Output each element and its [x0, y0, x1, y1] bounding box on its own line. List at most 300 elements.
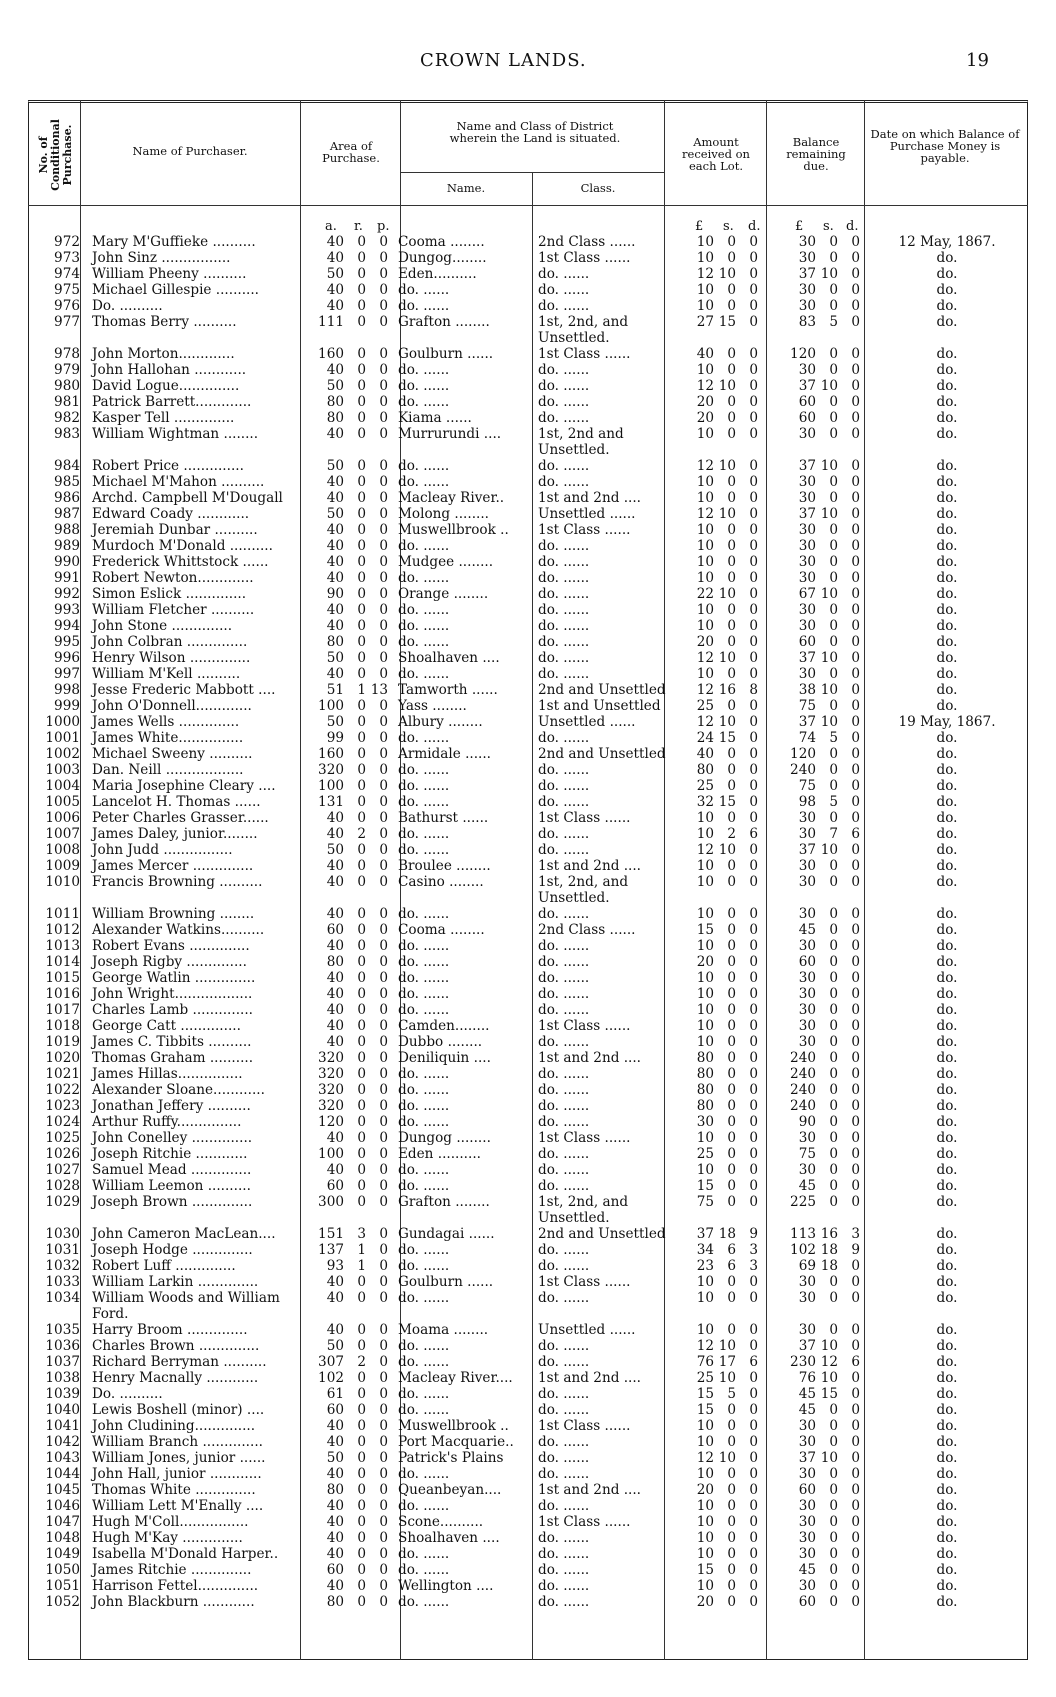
balance-pence: 0 [851, 1322, 860, 1338]
balance-pence: 0 [851, 250, 860, 266]
header-amount: Amount received on each Lot. [682, 135, 750, 173]
district-class: 1st and 2nd .... [538, 1370, 642, 1386]
amount-shillings: 10 [718, 842, 736, 858]
amount-pounds: 15 [696, 1386, 714, 1402]
balance-pounds: 37 [798, 1450, 816, 1466]
row-number: 1040 [45, 1402, 80, 1418]
payable-date: 19 May, 1867. [898, 714, 996, 730]
perches: 0 [379, 778, 388, 794]
balance-pounds: 30 [798, 554, 816, 570]
purchaser-name: Robert Price .............. [92, 458, 244, 474]
acres: 40 [326, 602, 344, 618]
purchaser-name: William Branch .............. [92, 1434, 263, 1450]
row-number: 1007 [45, 826, 80, 842]
roods: 0 [357, 538, 366, 554]
balance-pence: 0 [851, 522, 860, 538]
unit-pence: d. [846, 219, 859, 234]
amount-shillings: 0 [727, 634, 736, 650]
district-class: do. ...... [538, 762, 590, 778]
roods: 0 [357, 1002, 366, 1018]
payable-date: do. [936, 922, 958, 938]
district-class: do. ...... [538, 1178, 590, 1194]
table-row [28, 1594, 1028, 1610]
district-name: Eden .......... [398, 1146, 481, 1162]
district-name: do. ...... [398, 794, 450, 810]
balance-shillings: 0 [829, 1146, 838, 1162]
table-row [28, 346, 1028, 362]
amount-pence: 0 [749, 762, 758, 778]
amount-shillings: 0 [727, 1082, 736, 1098]
perches: 0 [379, 1178, 388, 1194]
acres: 80 [326, 410, 344, 426]
perches: 0 [379, 394, 388, 410]
purchaser-name: Edward Coady ............ [92, 506, 250, 522]
balance-shillings: 0 [829, 1130, 838, 1146]
amount-shillings: 0 [727, 938, 736, 954]
purchaser-name: Alexander Watkins.......... [92, 922, 265, 938]
amount-pounds: 34 [696, 1242, 714, 1258]
payable-date: do. [936, 762, 958, 778]
district-name: do. ...... [398, 906, 450, 922]
table-row [28, 1194, 1028, 1226]
balance-shillings: 0 [829, 1530, 838, 1546]
roods: 0 [357, 1082, 366, 1098]
balance-pounds: 37 [798, 714, 816, 730]
district-class: do. ...... [538, 570, 590, 586]
perches: 0 [379, 282, 388, 298]
balance-shillings: 0 [829, 1162, 838, 1178]
district-name: do. ...... [398, 1242, 450, 1258]
district-class: 1st and 2nd .... [538, 1482, 642, 1498]
balance-shillings: 0 [829, 970, 838, 986]
amount-pence: 0 [749, 554, 758, 570]
district-class: do. ...... [538, 778, 590, 794]
roods: 0 [357, 1562, 366, 1578]
payable-date: do. [936, 1226, 958, 1242]
amount-pounds: 10 [696, 538, 714, 554]
amount-pounds: 10 [696, 282, 714, 298]
district-name: do. ...... [398, 634, 450, 650]
district-name: Grafton ........ [398, 1194, 490, 1210]
amount-pence: 0 [749, 314, 758, 330]
acres: 40 [326, 1322, 344, 1338]
row-number: 997 [54, 666, 80, 682]
district-class: do. ...... [538, 1338, 590, 1354]
acres: 320 [318, 762, 344, 778]
row-number: 973 [54, 250, 80, 266]
row-number: 1033 [45, 1274, 80, 1290]
acres: 40 [326, 666, 344, 682]
acres: 80 [326, 954, 344, 970]
table-row [28, 1530, 1028, 1546]
amount-shillings: 0 [727, 1146, 736, 1162]
acres: 50 [326, 1450, 344, 1466]
roods: 0 [357, 1386, 366, 1402]
purchaser-name: Hugh M'Kay .............. [92, 1530, 243, 1546]
roods: 0 [357, 602, 366, 618]
unit-acres: a. [325, 219, 337, 234]
district-name: do. ...... [398, 298, 450, 314]
balance-pence: 0 [851, 954, 860, 970]
table-row [28, 1466, 1028, 1482]
purchaser-name: James Ritchie .............. [92, 1562, 252, 1578]
district-class: do. ...... [538, 938, 590, 954]
district-name: do. ...... [398, 778, 450, 794]
payable-date: do. [936, 1514, 958, 1530]
payable-date: do. [936, 1018, 958, 1034]
district-name: Broulee ........ [398, 858, 491, 874]
balance-pence: 0 [851, 762, 860, 778]
balance-pounds: 30 [798, 1274, 816, 1290]
row-number: 980 [54, 378, 80, 394]
purchaser-name: John Judd ................ [92, 842, 233, 858]
table-row [28, 1562, 1028, 1578]
roods: 0 [357, 1482, 366, 1498]
amount-pence: 0 [749, 666, 758, 682]
district-name: do. ...... [398, 1178, 450, 1194]
balance-shillings: 0 [829, 1098, 838, 1114]
amount-pence: 0 [749, 1002, 758, 1018]
balance-pounds: 30 [798, 666, 816, 682]
acres: 40 [326, 426, 344, 442]
acres: 40 [326, 1530, 344, 1546]
table-row [28, 1450, 1028, 1466]
balance-pence: 0 [851, 602, 860, 618]
roods: 2 [357, 826, 366, 842]
row-number: 1020 [45, 1050, 80, 1066]
balance-shillings: 0 [829, 490, 838, 506]
roods: 0 [357, 1130, 366, 1146]
amount-pounds: 10 [696, 490, 714, 506]
table-row [28, 922, 1028, 938]
amount-shillings: 0 [727, 490, 736, 506]
acres: 40 [326, 810, 344, 826]
roods: 0 [357, 1018, 366, 1034]
perches: 0 [379, 458, 388, 474]
balance-pounds: 90 [798, 1114, 816, 1130]
table-row [28, 1482, 1028, 1498]
amount-pence: 0 [749, 410, 758, 426]
balance-pence: 0 [851, 1482, 860, 1498]
purchaser-name: Mary M'Guffieke .......... [92, 234, 256, 250]
amount-shillings: 5 [727, 1386, 736, 1402]
roods: 1 [357, 1242, 366, 1258]
balance-pounds: 60 [798, 1594, 816, 1610]
roods: 0 [357, 1274, 366, 1290]
purchaser-name: Do. .......... [92, 298, 163, 314]
balance-shillings: 0 [829, 1434, 838, 1450]
district-name: Muswellbrook .. [398, 522, 509, 538]
district-class: do. ...... [538, 1258, 590, 1274]
row-number: 1024 [45, 1114, 80, 1130]
district-name: Casino ........ [398, 874, 484, 890]
perches: 0 [379, 586, 388, 602]
payable-date: do. [936, 426, 958, 442]
table-row [28, 1402, 1028, 1418]
purchaser-name: Michael Sweeny .......... [92, 746, 253, 762]
table-row [28, 1050, 1028, 1066]
balance-pounds: 60 [798, 1482, 816, 1498]
roods: 0 [357, 1466, 366, 1482]
row-number: 1019 [45, 1034, 80, 1050]
roods: 0 [357, 1530, 366, 1546]
purchaser-name: Maria Josephine Cleary .... [92, 778, 276, 794]
amount-pounds: 10 [696, 1514, 714, 1530]
balance-pounds: 30 [798, 570, 816, 586]
header-district-class: Class. [580, 181, 616, 195]
acres: 40 [326, 906, 344, 922]
amount-pounds: 22 [696, 586, 714, 602]
roods: 0 [357, 490, 366, 506]
acres: 40 [326, 858, 344, 874]
amount-pence: 0 [749, 778, 758, 794]
amount-pounds: 10 [696, 1434, 714, 1450]
amount-pounds: 12 [696, 378, 714, 394]
payable-date: do. [936, 1466, 958, 1482]
purchaser-name: James Hillas............... [92, 1066, 243, 1082]
payable-date: do. [936, 1450, 958, 1466]
row-number: 995 [54, 634, 80, 650]
balance-pence: 0 [851, 1194, 860, 1210]
perches: 0 [379, 1290, 388, 1306]
balance-pounds: 30 [798, 1034, 816, 1050]
district-name: do. ...... [398, 362, 450, 378]
district-name: Molong ........ [398, 506, 489, 522]
district-name: do. ...... [398, 970, 450, 986]
amount-pence: 0 [749, 1402, 758, 1418]
balance-shillings: 0 [829, 1082, 838, 1098]
amount-pounds: 32 [696, 794, 714, 810]
table-row [28, 266, 1028, 282]
amount-shillings: 0 [727, 1530, 736, 1546]
amount-pence: 0 [749, 1290, 758, 1306]
district-class: do. ...... [538, 554, 590, 570]
amount-pounds: 24 [696, 730, 714, 746]
balance-shillings: 0 [829, 570, 838, 586]
balance-pence: 0 [851, 810, 860, 826]
purchaser-name: Archd. Campbell M'Dougall [92, 490, 283, 506]
amount-pounds: 10 [696, 298, 714, 314]
purchaser-name: Michael Gillespie .......... [92, 282, 260, 298]
district-class: 1st, 2nd and Unsettled. [538, 426, 624, 458]
amount-shillings: 0 [727, 1018, 736, 1034]
balance-shillings: 10 [820, 586, 838, 602]
amount-pounds: 10 [696, 1578, 714, 1594]
balance-shillings: 0 [829, 1194, 838, 1210]
balance-pence: 0 [851, 1258, 860, 1274]
table-row [28, 1242, 1028, 1258]
amount-shillings: 0 [727, 602, 736, 618]
payable-date: do. [936, 634, 958, 650]
amount-pounds: 15 [696, 1178, 714, 1194]
row-number: 1022 [45, 1082, 80, 1098]
balance-shillings: 0 [829, 1114, 838, 1130]
payable-date: do. [936, 906, 958, 922]
district-name: do. ...... [398, 394, 450, 410]
balance-shillings: 10 [820, 842, 838, 858]
balance-shillings: 10 [820, 266, 838, 282]
row-number: 1026 [45, 1146, 80, 1162]
balance-pence: 0 [851, 842, 860, 858]
purchaser-name: Joseph Brown .............. [92, 1194, 253, 1210]
row-number: 974 [54, 266, 80, 282]
perches: 0 [379, 1018, 388, 1034]
district-name: Goulburn ...... [398, 1274, 494, 1290]
payable-date: do. [936, 1418, 958, 1434]
payable-date: do. [936, 298, 958, 314]
district-class: do. ...... [538, 1594, 590, 1610]
purchaser-name: Frederick Whittstock ...... [92, 554, 269, 570]
district-class: 2nd and Unsettled [538, 682, 666, 698]
balance-pence: 0 [851, 1514, 860, 1530]
row-number: 1002 [45, 746, 80, 762]
table-row [28, 730, 1028, 746]
district-class: 1st Class ...... [538, 346, 631, 362]
perches: 0 [379, 634, 388, 650]
row-number: 1004 [45, 778, 80, 794]
table-row [28, 458, 1028, 474]
balance-shillings: 0 [829, 602, 838, 618]
payable-date: do. [936, 650, 958, 666]
balance-pence: 0 [851, 506, 860, 522]
amount-pence: 0 [749, 1082, 758, 1098]
payable-date: do. [936, 506, 958, 522]
row-number: 1021 [45, 1066, 80, 1082]
row-number: 1029 [45, 1194, 80, 1210]
district-name: do. ...... [398, 474, 450, 490]
balance-pounds: 69 [798, 1258, 816, 1274]
payable-date: do. [936, 1050, 958, 1066]
district-class: 1st Class ...... [538, 1514, 631, 1530]
row-number: 988 [54, 522, 80, 538]
balance-pounds: 30 [798, 490, 816, 506]
perches: 0 [379, 1482, 388, 1498]
amount-shillings: 0 [727, 1130, 736, 1146]
purchaser-name: Kasper Tell .............. [92, 410, 235, 426]
amount-shillings: 16 [718, 682, 736, 698]
amount-pence: 0 [749, 1274, 758, 1290]
district-class: do. ...... [538, 602, 590, 618]
district-name: Camden........ [398, 1018, 490, 1034]
table-row [28, 506, 1028, 522]
balance-shillings: 0 [829, 810, 838, 826]
roods: 0 [357, 458, 366, 474]
payable-date: do. [936, 986, 958, 1002]
row-number: 979 [54, 362, 80, 378]
amount-shillings: 0 [727, 1322, 736, 1338]
district-name: Gundagai ...... [398, 1226, 495, 1242]
amount-pounds: 10 [696, 970, 714, 986]
table-body [28, 234, 1028, 1610]
district-name: do. ...... [398, 986, 450, 1002]
table-row [28, 778, 1028, 794]
row-number: 1010 [45, 874, 80, 890]
payable-date: do. [936, 1402, 958, 1418]
amount-shillings: 0 [727, 1114, 736, 1130]
district-class: do. ...... [538, 1386, 590, 1402]
district-name: Port Macquarie.. [398, 1434, 514, 1450]
perches: 0 [379, 1162, 388, 1178]
balance-pence: 0 [851, 1018, 860, 1034]
row-number: 1050 [45, 1562, 80, 1578]
amount-pence: 0 [749, 1146, 758, 1162]
amount-shillings: 0 [727, 1050, 736, 1066]
amount-shillings: 0 [727, 1546, 736, 1562]
amount-shillings: 0 [727, 1498, 736, 1514]
amount-pounds: 10 [696, 1130, 714, 1146]
table-row [28, 858, 1028, 874]
amount-pence: 0 [749, 1418, 758, 1434]
perches: 0 [379, 1130, 388, 1146]
payable-date: do. [936, 266, 958, 282]
row-number: 1037 [45, 1354, 80, 1370]
balance-pence: 0 [851, 570, 860, 586]
district-class: do. ...... [538, 1114, 590, 1130]
balance-pounds: 37 [798, 842, 816, 858]
purchaser-name: John Colbran .............. [92, 634, 248, 650]
amount-shillings: 10 [718, 1370, 736, 1386]
district-name: Queanbeyan.... [398, 1482, 502, 1498]
balance-shillings: 0 [829, 1562, 838, 1578]
amount-pounds: 40 [696, 346, 714, 362]
balance-pence: 0 [851, 1082, 860, 1098]
row-number: 1027 [45, 1162, 80, 1178]
amount-pounds: 20 [696, 394, 714, 410]
district-class: do. ...... [538, 538, 590, 554]
amount-pounds: 15 [696, 1402, 714, 1418]
purchaser-name: George Catt .............. [92, 1018, 241, 1034]
perches: 0 [379, 1402, 388, 1418]
amount-shillings: 0 [727, 1098, 736, 1114]
balance-pounds: 98 [798, 794, 816, 810]
amount-shillings: 0 [727, 1482, 736, 1498]
balance-pence: 0 [851, 298, 860, 314]
balance-shillings: 10 [820, 1338, 838, 1354]
amount-pence: 0 [749, 698, 758, 714]
amount-pence: 0 [749, 394, 758, 410]
row-number: 1052 [45, 1594, 80, 1610]
amount-shillings: 10 [718, 1450, 736, 1466]
row-number: 1015 [45, 970, 80, 986]
payable-date: do. [936, 490, 958, 506]
balance-pence: 0 [851, 746, 860, 762]
purchaser-name: Joseph Rigby .............. [92, 954, 247, 970]
payable-date: do. [936, 858, 958, 874]
district-name: Wellington .... [398, 1578, 494, 1594]
amount-pounds: 20 [696, 410, 714, 426]
row-number: 1034 [45, 1290, 80, 1306]
district-class: do. ...... [538, 650, 590, 666]
balance-pence: 0 [851, 970, 860, 986]
balance-shillings: 10 [820, 682, 838, 698]
acres: 50 [326, 714, 344, 730]
balance-pence: 0 [851, 666, 860, 682]
amount-shillings: 0 [727, 618, 736, 634]
acres: 320 [318, 1066, 344, 1082]
amount-shillings: 0 [727, 922, 736, 938]
balance-pence: 0 [851, 1530, 860, 1546]
amount-shillings: 15 [718, 794, 736, 810]
balance-shillings: 10 [820, 1450, 838, 1466]
amount-pounds: 15 [696, 922, 714, 938]
roods: 3 [357, 1226, 366, 1242]
acres: 40 [326, 538, 344, 554]
row-number: 1018 [45, 1018, 80, 1034]
acres: 61 [326, 1386, 344, 1402]
perches: 0 [379, 650, 388, 666]
acres: 131 [318, 794, 344, 810]
amount-pence: 0 [749, 522, 758, 538]
